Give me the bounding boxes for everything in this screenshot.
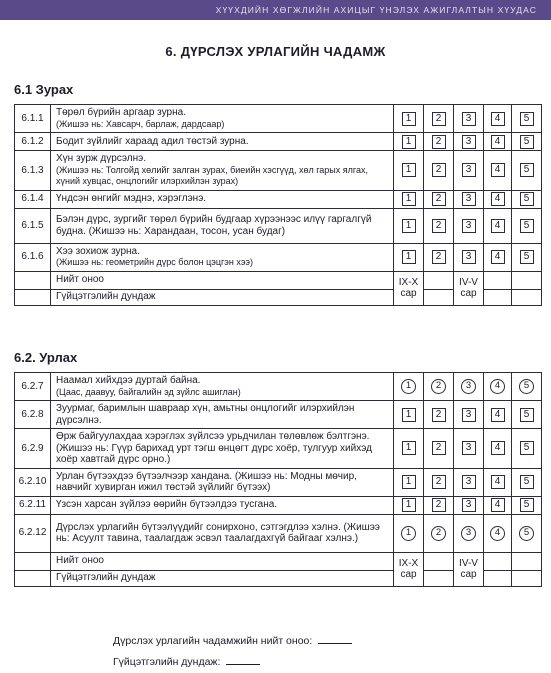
period-autumn-months: IX-X [398,276,419,288]
section-heading-drawing: 6.1 Зурах [14,82,74,97]
total-score-label: Нийт оноо [51,552,394,570]
overall-total-line [113,634,352,647]
overall-average-label: Гүйцэтгэлийн дундаж: [113,656,221,668]
score-cell [512,468,542,496]
score-option-4[interactable]: 4 [491,192,505,206]
item-number: 6.2.7 [15,373,51,401]
drawing-assessment-table [14,104,542,306]
period-spring [454,552,484,586]
period-spring-unit: сар [460,288,477,299]
score-cell [394,401,424,429]
total-row-blank-number [15,552,51,570]
score-cell [484,429,512,469]
score-cell [484,208,512,243]
item-description [51,496,394,514]
item-example-text: (Жишээ нь: геометрийн дүрс болон цэцгэн хээ) [56,257,254,267]
score-cell [484,151,512,191]
table-row [15,243,542,271]
item-main-text: Бэлэн дүрс, зургийг төрөл бүрийн будгаар хүрээнээс илүү гаргалгүй будна. (Жишээ нь: Харандаан, тосон, усан будаг) [56,214,372,237]
score-option-5[interactable]: 5 [519,379,534,394]
score-cell [512,496,542,514]
score-cell [394,514,424,552]
score-cell [454,243,484,271]
score-cell [454,496,484,514]
score-option-1[interactable]: 1 [402,163,416,177]
score-cell [394,243,424,271]
score-cell [512,401,542,429]
score-cell [484,468,512,496]
item-description [51,208,394,243]
score-cell [424,373,454,401]
score-option-2[interactable]: 2 [432,475,446,489]
table-row [15,133,542,151]
item-description [51,468,394,496]
item-description [51,373,394,401]
average-spring-value[interactable] [484,570,512,586]
average-autumn-value[interactable] [424,289,454,305]
score-option-5[interactable]: 5 [520,135,534,149]
item-main-text: Наамал хийхдээ дуртай байна. [56,375,201,386]
score-option-3[interactable]: 3 [462,219,476,233]
score-cell [454,514,484,552]
score-option-1[interactable]: 1 [402,498,416,512]
score-cell [394,373,424,401]
score-cell [394,133,424,151]
score-option-3[interactable]: 3 [462,408,476,422]
page-title: 6. ДҮРСЛЭХ УРЛАГИЙН ЧАДАМЖ [165,44,386,59]
average-extra-cell [512,570,542,586]
item-number: 6.2.12 [15,514,51,552]
score-cell [424,105,454,133]
score-cell [484,496,512,514]
score-option-2[interactable]: 2 [431,526,446,541]
total-autumn-value[interactable] [424,271,454,289]
item-number: 6.1.3 [15,151,51,191]
score-cell [454,190,484,208]
score-cell [424,190,454,208]
score-cell [394,429,424,469]
average-spring-value[interactable] [484,289,512,305]
table-row [15,429,542,469]
score-option-5[interactable]: 5 [520,441,534,455]
score-option-2[interactable]: 2 [432,135,446,149]
period-spring-unit: сар [460,569,477,580]
score-option-3[interactable]: 3 [462,135,476,149]
item-main-text: Дүрслэх урлагийн бүтээлүүдийг сонирхоно, сэтгэгдлээ хэлнэ. (Жишээ нь: Асуулт тавина, таалагдаж эсвэл таалагдахгүй байгааг хэлнэ.) [56,521,380,544]
score-option-1[interactable]: 1 [402,112,416,126]
score-cell [512,151,542,191]
item-example-text: (Цаас, даавуу, байгалийн эд зүйлс ашиглан) [56,386,241,397]
item-number: 6.1.1 [15,105,51,133]
score-cell [424,243,454,271]
score-cell [394,105,424,133]
item-main-text: Бодит зүйлийг хараад адил төстэй зурна. [56,135,249,147]
score-cell [484,243,512,271]
score-option-1[interactable]: 1 [401,526,416,541]
table-row [15,401,542,429]
page-header-band [0,0,551,20]
score-cell [394,496,424,514]
score-option-1[interactable]: 1 [402,475,416,489]
score-cell [512,208,542,243]
score-cell [424,133,454,151]
score-option-4[interactable]: 4 [491,219,505,233]
score-option-3[interactable]: 3 [462,192,476,206]
score-cell [484,514,512,552]
score-option-5[interactable]: 5 [519,526,534,541]
score-cell [424,208,454,243]
score-cell [394,190,424,208]
table-row [15,190,542,208]
item-number: 6.2.11 [15,496,51,514]
average-score-label: Гүйцэтгэлийн дундаж [51,289,394,305]
score-option-1[interactable]: 1 [402,408,416,422]
score-option-5[interactable]: 5 [520,408,534,422]
score-option-2[interactable]: 2 [432,408,446,422]
score-cell [512,243,542,271]
table-row [15,105,542,133]
item-description [51,105,394,133]
item-main-text: Хээ зохиож зурна. [56,245,140,257]
total-row [15,552,542,570]
period-autumn [394,271,424,305]
period-spring [454,271,484,305]
score-option-2[interactable]: 2 [432,498,446,512]
period-spring-months: IV-V [459,276,478,288]
score-option-5[interactable]: 5 [520,250,534,264]
total-spring-value[interactable] [484,271,512,289]
score-option-4[interactable]: 4 [490,379,505,394]
item-number: 6.1.6 [15,243,51,271]
score-option-2[interactable]: 2 [432,192,446,206]
item-example-text: (Жишээ нь: Толгойд хөлийг залган зурах, биеийн хэсгүүд, хөл гарых ялгах, хүний хувцас, онцлогийг илэрхийлэн зурах) [56,164,368,186]
item-number: 6.1.5 [15,208,51,243]
average-autumn-value[interactable] [424,570,454,586]
item-description [51,151,394,191]
period-autumn-unit: сар [400,288,417,299]
crafting-assessment-table [14,372,542,587]
score-option-3[interactable]: 3 [461,379,476,394]
period-autumn-months: IX-X [398,557,419,569]
total-extra-cell [512,271,542,289]
score-cell [512,514,542,552]
score-option-5[interactable]: 5 [520,163,534,177]
score-option-1[interactable]: 1 [402,250,416,264]
item-description [51,243,394,271]
total-autumn-value[interactable] [424,552,454,570]
total-row [15,271,542,289]
score-option-2[interactable]: 2 [432,219,446,233]
score-cell [454,468,484,496]
score-cell [454,105,484,133]
item-description [51,190,394,208]
item-description [51,401,394,429]
total-extra-cell [512,552,542,570]
score-option-3[interactable]: 3 [462,112,476,126]
score-cell [424,468,454,496]
score-cell [424,496,454,514]
score-option-3[interactable]: 3 [461,526,476,541]
score-option-4[interactable]: 4 [491,498,505,512]
score-cell [424,151,454,191]
total-score-label: Нийт оноо [51,271,394,289]
score-option-3[interactable]: 3 [462,250,476,264]
score-cell [512,105,542,133]
item-description [51,133,394,151]
score-cell [454,151,484,191]
section-heading-crafting: 6.2. Урлах [14,350,78,365]
score-option-4[interactable]: 4 [491,163,505,177]
score-option-3[interactable]: 3 [462,475,476,489]
table-row [15,208,542,243]
average-row-blank-number [15,570,51,586]
score-cell [454,208,484,243]
overall-total-label: Дүрслэх урлагийн чадамжийн нийт оноо: [113,635,313,647]
score-option-4[interactable]: 4 [491,441,505,455]
item-main-text: Үзсэн харсан зүйлээ өөрийн бүтээлдээ тусгана. [56,499,278,511]
score-option-1[interactable]: 1 [402,192,416,206]
table-row [15,514,542,552]
score-option-4[interactable]: 4 [491,135,505,149]
item-main-text: Үндсэн өнгийг мэднэ, хэрэглэнэ. [56,193,207,205]
score-cell [484,190,512,208]
item-number: 6.2.10 [15,468,51,496]
period-autumn-unit: сар [400,569,417,580]
item-main-text: Өрж байгуулахдаа хэрэглэх зүйлсээ урьдчилан төлөвлөж бэлтгэнэ. (Жишээ нь: Гүүр барихад урт тэгш өнцөгт дүрс хоёр, тулгуур хийхэд хоёр хавтгай дүрс орно.) [56,431,372,465]
score-option-2[interactable]: 2 [432,163,446,177]
item-main-text: Хүн зурж дүрсэлнэ. [56,153,146,164]
score-option-2[interactable]: 2 [432,441,446,455]
score-cell [512,373,542,401]
score-option-1[interactable]: 1 [402,219,416,233]
score-option-4[interactable]: 4 [491,408,505,422]
score-option-3[interactable]: 3 [462,441,476,455]
item-number: 6.1.4 [15,190,51,208]
score-option-1[interactable]: 1 [402,135,416,149]
score-option-4[interactable]: 4 [491,250,505,264]
score-cell [454,401,484,429]
header-text: ХҮҮХДИЙН ХӨГЖЛИЙН АХИЦЫГ ҮНЭЛЭХ АЖИГЛАЛТЫН ХҮУДАС [215,5,537,15]
score-option-3[interactable]: 3 [462,163,476,177]
item-main-text: Төрөл бүрийн аргаар зурна. [56,107,186,118]
item-description [51,429,394,469]
overall-average-blank[interactable] [226,655,260,665]
period-autumn [394,552,424,586]
score-option-3[interactable]: 3 [462,498,476,512]
score-option-5[interactable]: 5 [520,192,534,206]
score-cell [454,133,484,151]
average-score-label: Гүйцэтгэлийн дундаж [51,570,394,586]
score-option-1[interactable]: 1 [401,379,416,394]
total-spring-value[interactable] [484,552,512,570]
item-main-text: Зуурмаг, баримлын шавраар хүн, амьтны онцлогийг илэрхийлэн дүрсэлнэ. [56,403,355,426]
score-cell [484,133,512,151]
score-option-4[interactable]: 4 [491,112,505,126]
score-cell [394,151,424,191]
table-row [15,151,542,191]
score-cell [424,429,454,469]
score-option-4[interactable]: 4 [490,526,505,541]
score-option-4[interactable]: 4 [491,475,505,489]
score-cell [512,133,542,151]
period-spring-months: IV-V [459,557,478,569]
score-cell [484,105,512,133]
overall-total-blank[interactable] [318,634,352,644]
score-option-5[interactable]: 5 [520,475,534,489]
item-main-text: Урлан бүтээхдээ бүтээлчээр хандана. (Жишээ нь: Модны мөчир, навчийг хувирган ижил төстэй зүйлийг бүтээх) [56,470,357,493]
total-row-blank-number [15,271,51,289]
score-cell [454,429,484,469]
overall-average-line [113,655,260,668]
score-option-2[interactable]: 2 [432,112,446,126]
score-cell [512,429,542,469]
average-row-blank-number [15,289,51,305]
score-option-5[interactable]: 5 [520,112,534,126]
table-row [15,496,542,514]
score-option-5[interactable]: 5 [520,219,534,233]
score-option-1[interactable]: 1 [402,441,416,455]
table-row [15,468,542,496]
score-cell [484,373,512,401]
score-cell [512,190,542,208]
item-number: 6.1.2 [15,133,51,151]
score-cell [424,401,454,429]
item-description [51,514,394,552]
score-option-2[interactable]: 2 [432,250,446,264]
average-extra-cell [512,289,542,305]
score-cell [394,468,424,496]
table-row [15,373,542,401]
item-number: 6.2.9 [15,429,51,469]
score-option-5[interactable]: 5 [520,498,534,512]
item-number: 6.2.8 [15,401,51,429]
item-example-text: (Жишээ нь: Хавсарч, барлаж, дардсаар) [56,118,225,129]
score-cell [424,514,454,552]
score-cell [454,373,484,401]
score-cell [484,401,512,429]
score-option-2[interactable]: 2 [431,379,446,394]
score-cell [394,208,424,243]
